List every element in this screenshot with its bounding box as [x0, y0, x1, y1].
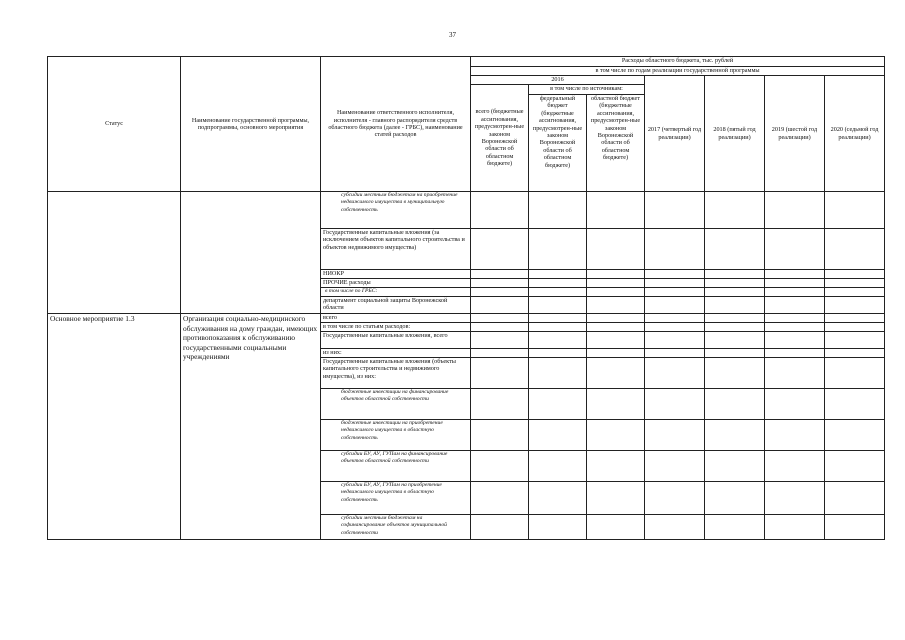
col-status-header: Статус [48, 57, 181, 192]
year-2017-header: 2017 (четвертый год реализации) [645, 76, 705, 192]
page-number: 37 [449, 31, 456, 39]
table-row: Государственные капитальные вложения, всего [321, 332, 471, 349]
table-row: бюджетные инвестиции на приобретение недвижимого имущества в областную собственность [321, 420, 471, 451]
table-row: ПРОЧИЕ расходы [321, 279, 471, 288]
table-row: субсидии БУ, АУ, ГУПам на финансирование объектов областной собственности [321, 451, 471, 482]
table-row: в том числе по статьям расходов: [321, 323, 471, 332]
table-row: НИОКР [321, 270, 471, 279]
total-header: всего (бюджетные ассигнования, предусмотрен-ные законом Воронежской области об областном бюджете) [471, 85, 529, 192]
federal-header: федеральный бюджет (бюджетные ассигнования, предусмотрен-ные законом Воронежской области об областном бюджете) [529, 95, 587, 192]
table-row: бюджетные инвестиции на финансирование объектов областной собственности [321, 389, 471, 420]
expenses-header: Расходы областного бюджета, тыс. рублей [471, 57, 885, 67]
year-2018-header: 2018 (пятый год реализации) [705, 76, 765, 192]
table-row: Государственные капитальные вложения (за исключением объектов капитального строительства и объектов недвижимого имущества) [321, 229, 471, 270]
table-row: субсидии местным бюджетам на приобретение недвижимого имущества в муниципальную собственность [321, 192, 471, 229]
year-2020-header: 2020 (седьмой год реализации) [825, 76, 885, 192]
table-row: из них: [321, 349, 471, 358]
by-years-header: в том числе по годам реализации государственной программы [471, 67, 885, 76]
sources-header: в том числе по источникам: [529, 85, 645, 95]
year-2019-header: 2019 (шестой год реализации) [765, 76, 825, 192]
regional-header: областной бюджет (бюджетные ассигнования, предусмотрен-ные законом Воронежской области об областном бюджете) [587, 95, 645, 192]
table-row: департамент социальной защиты Воронежской области [321, 297, 471, 314]
table-row: субсидии БУ, АУ, ГУПам на приобретение недвижимого имущества в областную собственность [321, 482, 471, 515]
table-row: Государственные капитальные вложения (объекты капитального строительства и недвижимого имущества), из них: [321, 358, 471, 389]
budget-table [47, 56, 885, 540]
status-cell-prev [48, 192, 181, 314]
table-row: всего [321, 314, 471, 323]
col-executor-header: Наименование ответственного исполнителя, исполнителя - главного распорядителя средств областного бюджета (далее - ГРБС), наименование статей расходов [321, 57, 471, 192]
col-program-header: Наименование государственной программы, подпрограммы, основного мероприятия [181, 57, 321, 192]
table-row: субсидии местным бюджетам на софинансирование объектов муниципальной собственности [321, 515, 471, 540]
activity-status: Основное мероприятие 1.3 [48, 314, 181, 540]
activity-name: Организация социально-медицинского обслуживания на дому граждан, имеющих противопоказания к обслуживанию государственными социальными учреждениями [181, 314, 321, 540]
table-row: в том числе по ГРБС: [321, 288, 471, 297]
program-cell-prev [181, 192, 321, 314]
year-2016-header: 2016 [471, 76, 645, 85]
